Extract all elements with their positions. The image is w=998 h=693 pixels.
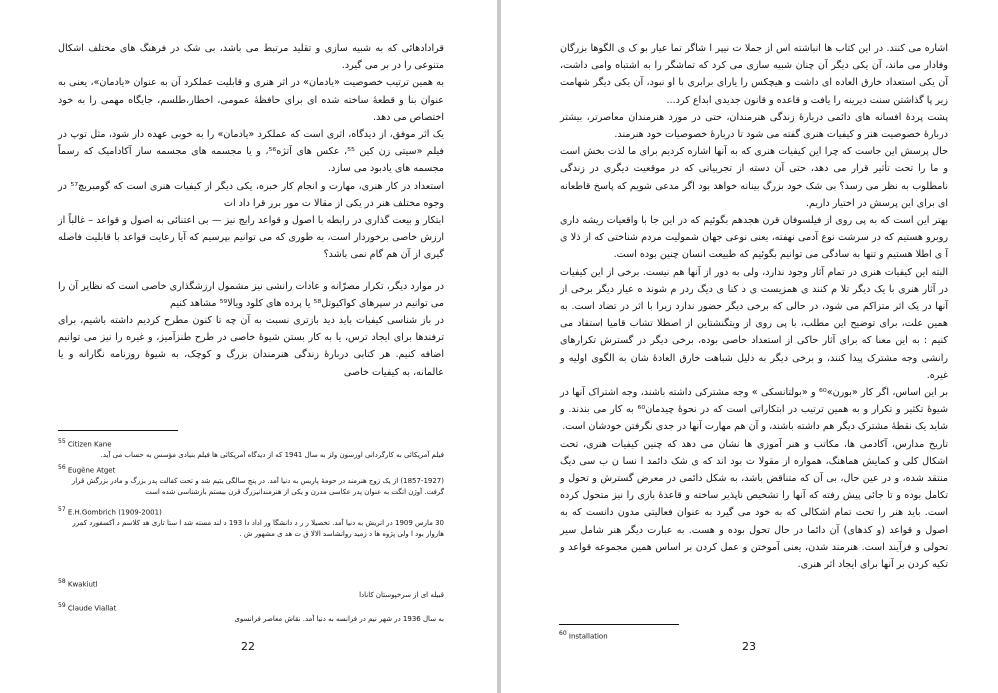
paragraph: بهتر این است که به پی روی از فیلسوفان قرن هجدهم بگوئیم که در این جا با واقعیات ریشه داری روبرو هستیم که در سرشت نوع آدمی نهفته، یعنی نوعی جهان شمولیت مردم شناختی که از ذلا ی آ ی اطلا هستیم و تنها به سادگی می توانیم بگوئیم که طبیعت انسان چنین بوده است.: [560, 215, 948, 261]
paragraph: پشت پردهٔ افسانه های دائمی دربارهٔ زندگی هنرمندان، حتی در مورد هنرمندان معاصرتر، بیشتر دربارهٔ خصوصیت هنر و کیفیات هنری گفته می شود تا دربارهٔ خصوصیات خود هنرمند.: [560, 111, 948, 141]
paragraph: یک اثر موفق، از دیدگاه، اثری است که عملکرد «یادمان» را به خوبی عهده دار شود، مثل توپ در فیلم «سیتی زن کین ⁵⁵، عکس های آتژه⁵⁶، و یا مجسمه های مجسمه ساز آکادامیک که رسماً مجسمه های یادبود می سازد.: [58, 129, 444, 175]
footnote-text: 30 مارس 1909 در اتریش به دنیا آمد. تحصیلا ر ر د دانشگا ور اداد دا 193 د لند مسته شد ا ستا تاری هد کلاسم د آکسفورد کمرر هاروار بود ا ولی پژوه ها د زمید روانشاسد الالا ق ت هد ی مشهور ش .: [72, 519, 444, 539]
footnote-rule: [58, 430, 178, 431]
footnote-text: فیلم آمریکائی به کارگردانی اورسون ولز به سال 1941 که از دیدگاه آمریکائی ها فیلم بنیادی مؤسس به حساب می آید.: [100, 451, 444, 460]
left-page-body: [58, 40, 444, 381]
footnote-58: [58, 576, 444, 601]
paragraph: در موارد دیگر، تکرار مصرّانه و عادات رانشی نیز مشمول ارزشگذاری خاصی است که نظایر آن را می توانیم در سپرهای کواکیوتل⁵⁸ یا پرده های کلود ویالا⁵⁹ مشاهد کنیم: [58, 280, 444, 309]
page-number: 22: [241, 640, 255, 653]
footnote-56: [58, 462, 444, 498]
footnote-59: [58, 600, 444, 625]
footnote-rule: [559, 624, 679, 625]
paragraph: اشاره می کنند. در این کتاب ها انباشته اس از جملا ت نیپر ا شاگر تما عیار بو ک ی الگوها بزرگان وفادار می ماند، آن یکی دیگر آن چنان شبیه سازی می کرد که تماشگر را به اشتباه وامی داشت، آن یکی استعداد خارق العاده ای داشت و هیچکس را یارای برابری با او نبود، آن یکی دیگر شهامت زیر پا گذاشتن سنت دیرینه را یافت و قاعده و قانون جدیدی ابداع کرد...: [560, 43, 948, 106]
page-number: 23: [742, 640, 756, 653]
footnote-title: E.H.Gombrich (1909-2001): [67, 508, 162, 517]
footnote-number: 55: [58, 438, 66, 445]
paragraph: حال پرسش این جاست که چرا این کیفیات هنری که به آنها اشاره کردیم برای ما لذت بخش است و ما را تحت تأثیر قرار می دهد، حتی آن دسته از تجربیاتی که در موقعیت دیگری در زندگی نامطلوب به نظر می رسد؟ بی شک خود بزرگ بینانه خواهد بود اگر مدعی شویم که پاسخ قاطعانه ای برای این پرسش در اختیار داریم.: [560, 146, 948, 209]
footnote-number: 59: [58, 602, 66, 609]
paragraph: قرادادهائی که به شبیه سازی و تقلید مرتبط می باشد، بی شک در فرهنگ های مختلف اشکال متنوعی را در بر می گیرد.: [58, 43, 444, 72]
paragraph: البته این کیفیات هنری در تمام آثار وجود ندارد، ولی به دور از آنها هم نیست. برخی از این کیفیات در آثار هنری با یک دیگر تلا ‌م کنند ی همزیست ی د کنا ی دیگ ردر م شوند ه عیار دیگر برخی از آنها در یک اثر متزاکم می شود، در حالی که برخی دیگر حضور ندارد زیرا با اثر در تضاد است. به همین علت، برای توضیح این مطلب، با پی روی از ویتگنشتاین از اصطلا تشاب قامیا استفاد می کنیم : به این معنا که برای آثار حاکی از استعداد خاصی بوده، برخی دیگر در گسترش تکرارهای رانشی وجه مشترک پیدا کنند، و برخی دیگر به دلیل شباهت خارق العادهٔ شان به الگوی اولیه و غیره.: [560, 266, 948, 381]
paragraph: استعداد در کار هنری، مهارت و انجام کار خبره، یکی دیگر از کیفیات هنری است که گومبریچ⁵⁷ در وجوه مختلف هنر در یکی از مقالا ت مور برر قرا داد ات: [58, 180, 444, 209]
paragraph: در باز شناسی کیفیات باید دید بازتری نسبت به آن چه تا کنون مطرح کردیم داشته باشیم، برای ترفندها برای ایجاد ترس، یا به کار بستن شیوهٔ خاصی در طرح طنزآمیز، و غیره را نیز می توانیم اضافه کنیم. هر کتابی دربارهٔ زندگی هنرمندان بزرگ و کوچک، به شیوهٔ روزنامه نگارانه و یا عالمانه، به کیفیات خاصی: [58, 315, 444, 378]
paragraph: بر این اساس، اگر کار «بورن»⁶⁰ و «بولتانسکی » وجه مشترکی داشته باشند، وجه اشتراک آنها در شیوهٔ تکثیر و تکرار و به همین ترتیب در ابتکاراتی است که در نحوهٔ چیدمان⁶⁰ به کار می بندند. و شاید یک نقطهٔ مشترک دیگر هم داشته باشند، و آن هم مهارت آنها در جدی نگرفتن خودشان است.: [560, 387, 949, 433]
footnote-57: [58, 504, 444, 540]
footnote-text: به سال 1936 در شهر نیم در فرانسه به دنیا آمد. نقاش معاصر فرانسوی: [234, 615, 444, 624]
footnote-number: 60: [559, 630, 567, 637]
footnote-title: Eugène Atget: [67, 466, 116, 475]
paragraph: ابتکار و بیعت گذاری در رابطه با اصول و قواعد رایج نیز — بی اعتنائی به اصول و قواعد – غالباً از ارزش خاصی برخوردار است، به طوری که می توانیم بپرسیم که آیا رعایت قواعد با قابلیت فاصله گیری از آن هم گام نمی باشد؟: [58, 215, 444, 261]
footnote-title: Claude Viallat: [67, 604, 117, 613]
footnote-number: 58: [58, 578, 66, 585]
footnote-text: (1857-1927) از یک زوج هنرمند در حومهٔ پاریس به دنیا آمد. در پنج سالگی یتیم شد و تحت کفالت پدر بزرگ و مادر بزرگش قرار گرفت. آوژن اتگت به عنوان پدر عکاسی مدرن و یکی از هنرمندانیزرگ قرن بیستم بازشناسی شده است: [71, 477, 444, 497]
footnote-55: [58, 436, 444, 461]
footnote-number: 56: [58, 464, 66, 471]
footnote-title: Installation: [568, 632, 608, 641]
right-page-body: [560, 40, 948, 573]
footnote-title: Kwakiutl: [67, 580, 98, 589]
left-page: [0, 0, 497, 693]
footnote-title: Citizen Kane: [67, 440, 112, 449]
footnote-text: قبیله ای از سرخپوستان کانادا: [359, 591, 444, 600]
right-page: [501, 0, 998, 693]
paragraph: تاریخ مدارس، آکادمی ها، مکاتب و هنر آموزی ها نشان می دهد که چنین کیفیات هنری، تحت اشکال کلی و کمایش هماهنگ، همواره از مقولا ت بود اند که ی شک دائمد ا نسا ن ب سی دیگ منتقد شده، و در عین حال، بی آن که متناقض باشد، به شکل دائمی در معرض گسترش و تحول و تکامل بوده و تا جائی پیش رفته که آنها را تشخیص ناپذیر ساخته و قاعدهٔ بازی را نیز متحول کرده است. باید هنر را تحت تمام اشکالی که به خود می گیرد به عنوان فعالیتی مدون دانست که به اصول و قواعد (و کدهای) آن دائما در حال تحول بوده و هست. به عبارت دیگر هنر شامل سیر تحولی و فرآیند است. هنرمند شدن، یعنی آموختن و عمل کردن بر اساس همین مجموعه قواعد و تکیه کردن بر آنها برای ایجاد اثر هنری.: [560, 438, 948, 571]
paragraph: به همین ترتیب خصوصیت «یادمان» در اثر هنری و قابلیت عملکرد آن به عنوان «یادمان»، یعنی به عنوان بنا و قطعهٔ ساخته شده ای برای حافظهٔ عمومی، اخطار،طلسم، جایگاه مهمی را به خود اختصاص می دهد.: [58, 77, 444, 123]
footnote-number: 57: [58, 506, 66, 513]
